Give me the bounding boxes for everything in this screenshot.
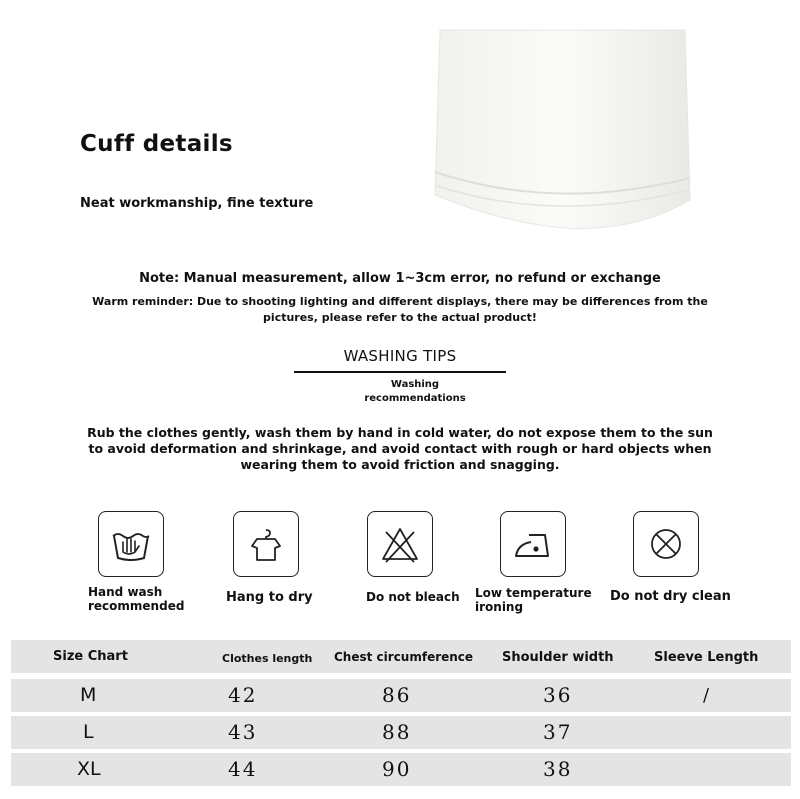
clothes-length-value: 42 bbox=[228, 683, 258, 707]
size-chart-title: Size Chart bbox=[53, 649, 128, 664]
hand-wash-icon bbox=[98, 511, 164, 577]
clothes-length-value: 44 bbox=[228, 757, 258, 781]
care-label-hand-wash: Hand wash recommended bbox=[88, 585, 185, 613]
shoulder-value: 36 bbox=[543, 683, 573, 707]
size-chart-header-row bbox=[11, 640, 791, 673]
care-label-low-temp-iron: Low temperature ironing bbox=[475, 586, 592, 614]
chest-value: 86 bbox=[382, 683, 412, 707]
header-sleeve-length: Sleeve Length bbox=[654, 650, 759, 665]
chest-value: 88 bbox=[382, 720, 412, 744]
washing-subtitle bbox=[0, 378, 800, 406]
measurement-note: Note: Manual measurement, allow 1~3cm error, no refund or exchange bbox=[139, 271, 661, 286]
low-temp-iron-icon bbox=[500, 511, 566, 577]
hang-dry-icon bbox=[233, 511, 299, 577]
clothes-length-value: 43 bbox=[228, 720, 258, 744]
washing-subtitle-line1: Washing bbox=[390, 379, 440, 390]
cuff-title: Cuff details bbox=[80, 131, 233, 157]
washing-description: Rub the clothes gently, wash them by hand in cold water, do not expose them to the sun to avoid deformation and shrinkage, and avoid contact with rough or hard objects when wearing them to avoid friction and snagging. bbox=[87, 425, 713, 472]
size-row-xl bbox=[11, 753, 791, 786]
cuff-subtitle: Neat workmanship, fine texture bbox=[80, 196, 314, 211]
size-row-l bbox=[11, 716, 791, 749]
header-shoulder-width: Shoulder width bbox=[502, 650, 614, 665]
size-label: L bbox=[83, 721, 94, 743]
washing-divider bbox=[294, 371, 506, 373]
no-bleach-icon bbox=[367, 511, 433, 577]
header-clothes-length: Clothes length bbox=[222, 652, 313, 665]
shoulder-value: 37 bbox=[543, 720, 573, 744]
care-label-no-bleach: Do not bleach bbox=[366, 590, 460, 604]
chest-value: 90 bbox=[382, 757, 412, 781]
washing-tips-title: WASHING TIPS bbox=[343, 347, 457, 365]
sleeve-value: / bbox=[703, 685, 712, 706]
care-label-no-dry-clean: Do not dry clean bbox=[610, 589, 731, 604]
size-label: M bbox=[80, 684, 97, 706]
warm-reminder: Warm reminder: Due to shooting lighting and different displays, there may be differences from the pictures, please refer to the actual product! bbox=[92, 295, 708, 324]
cuff-photo bbox=[405, 0, 705, 245]
shoulder-value: 38 bbox=[543, 757, 573, 781]
size-row-m bbox=[11, 679, 791, 712]
no-dry-clean-icon bbox=[633, 511, 699, 577]
care-label-hang-dry: Hang to dry bbox=[226, 590, 313, 605]
header-chest-circumference: Chest circumference bbox=[334, 650, 474, 664]
washing-subtitle-line2: recommendations bbox=[364, 393, 466, 404]
size-label: XL bbox=[77, 758, 101, 780]
